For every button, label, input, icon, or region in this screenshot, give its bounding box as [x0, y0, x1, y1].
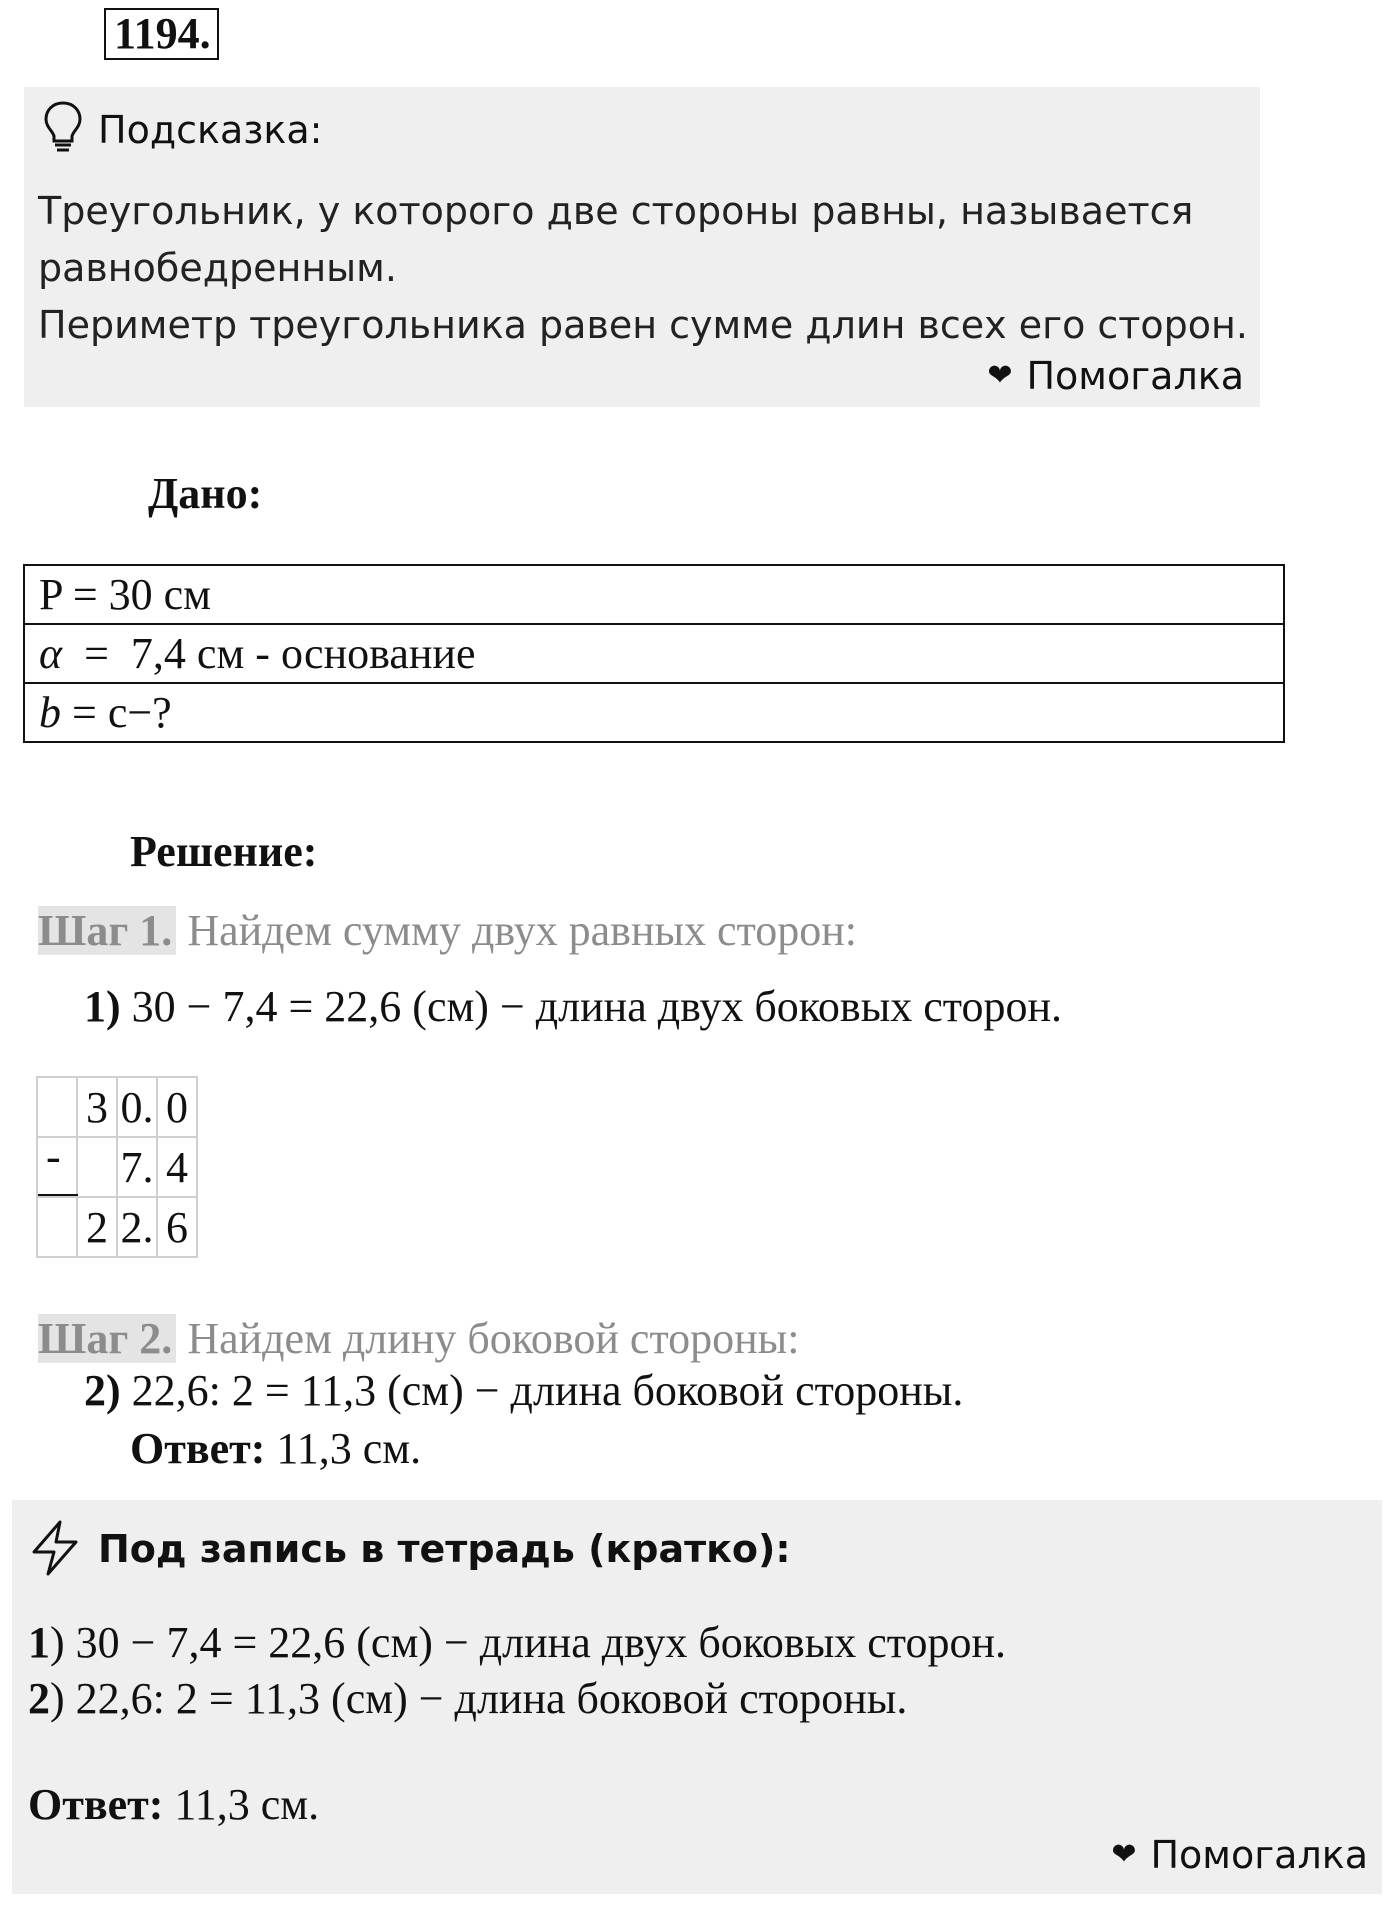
- step-1-num: 1): [84, 982, 121, 1031]
- given-cell-base: [24, 624, 1284, 683]
- step-1-calc: [84, 980, 1062, 1034]
- given-title: Дано:: [148, 469, 263, 518]
- given-row: [24, 624, 1284, 683]
- given-base-text: = 7,4 см - основание: [62, 628, 476, 678]
- column-cell: 7.: [117, 1137, 157, 1197]
- column-subtraction: [36, 1076, 198, 1258]
- notes-line-1: [28, 1616, 1006, 1670]
- step-2-calc-text: 22,6: 2 = 11,3 (см) − длина боковой стороны.: [120, 1366, 964, 1415]
- given-base-var: α: [39, 628, 63, 678]
- hint-line-3: Периметр треугольника равен сумме длин всех его сторон.: [38, 303, 1248, 347]
- heart-icon: ❤: [1111, 1837, 1137, 1872]
- column-cell: 0: [157, 1077, 197, 1137]
- notes-line-2: [28, 1672, 907, 1726]
- problem-number-value: 1194: [114, 9, 200, 58]
- column-cell: [37, 1077, 77, 1137]
- column-cell: 6: [157, 1197, 197, 1257]
- step-2-calc: [84, 1364, 963, 1418]
- given-table: [23, 564, 1285, 743]
- notes-box: [12, 1500, 1382, 1894]
- notes-line-1-text: ) 30 − 7,4 = 22,6 (см) − длина двух боковых сторон.: [50, 1618, 1006, 1667]
- column-cell: 2.: [117, 1197, 157, 1257]
- hint-line-2: равнобедренным.: [38, 246, 397, 290]
- given-perimeter-text: P = 30 см: [39, 569, 212, 619]
- step-2-heading: [38, 1312, 799, 1366]
- hint-text: [38, 183, 1248, 354]
- column-cell: 0.: [117, 1077, 157, 1137]
- step-1-text: Найдем сумму двух равных сторон:: [176, 906, 858, 955]
- minus-sign: -: [46, 1132, 61, 1181]
- step-1-calc-text: 30 − 7,4 = 22,6 (см) − длина двух боковых сторон.: [120, 982, 1062, 1031]
- step-2-label: Шаг 2.: [38, 1314, 176, 1363]
- hint-credit-label: Помогалка: [1026, 354, 1244, 398]
- column-cell: 2: [77, 1197, 117, 1257]
- step-1-heading: [38, 904, 857, 958]
- heart-icon: ❤: [987, 358, 1013, 393]
- notes-answer-label: Ответ:: [28, 1780, 164, 1829]
- step-1-label: Шаг 1.: [38, 906, 176, 955]
- notes-line-2-num: 2: [28, 1674, 50, 1723]
- notes-answer-value: 11,3 см.: [163, 1780, 320, 1829]
- notes-line-1-num: 1: [28, 1618, 50, 1667]
- notes-credit-label: Помогалка: [1150, 1833, 1368, 1877]
- problem-number: [104, 8, 219, 60]
- column-cell: 4: [157, 1137, 197, 1197]
- lightbulb-icon: [40, 99, 86, 155]
- column-cell: 3: [77, 1077, 117, 1137]
- given-cell-perimeter: [24, 565, 1284, 624]
- hint-title: Подсказка:: [98, 108, 323, 152]
- subtraction-line: [38, 1194, 78, 1196]
- hint-line-1: Треугольник, у которого две стороны равны, называется: [38, 189, 1194, 233]
- hint-box: [24, 87, 1260, 407]
- column-cell: [77, 1137, 117, 1197]
- given-unknown-text: = с−?: [61, 687, 172, 737]
- given-row: [24, 565, 1284, 624]
- problem-number-dot: .: [199, 9, 211, 58]
- given-cell-unknown: [24, 683, 1284, 742]
- notes-line-2-text: ) 22,6: 2 = 11,3 (см) − длина боковой стороны.: [50, 1674, 908, 1723]
- solution-answer-value: 11,3 см.: [265, 1424, 422, 1473]
- lightning-icon: [26, 1518, 84, 1578]
- step-2-num: 2): [84, 1366, 121, 1415]
- notes-credit: [1111, 1832, 1368, 1882]
- step-2-text: Найдем длину боковой стороны:: [176, 1314, 800, 1363]
- given-unknown-var: b: [39, 687, 61, 737]
- solution-answer: [130, 1422, 421, 1476]
- solution-title: Решение:: [130, 827, 318, 876]
- column-cell: [37, 1197, 77, 1257]
- solution-answer-label: Ответ:: [130, 1424, 266, 1473]
- given-row: [24, 683, 1284, 742]
- notes-title: Под запись в тетрадь (кратко):: [98, 1527, 791, 1571]
- hint-credit: [987, 353, 1244, 403]
- notes-answer: [28, 1778, 319, 1832]
